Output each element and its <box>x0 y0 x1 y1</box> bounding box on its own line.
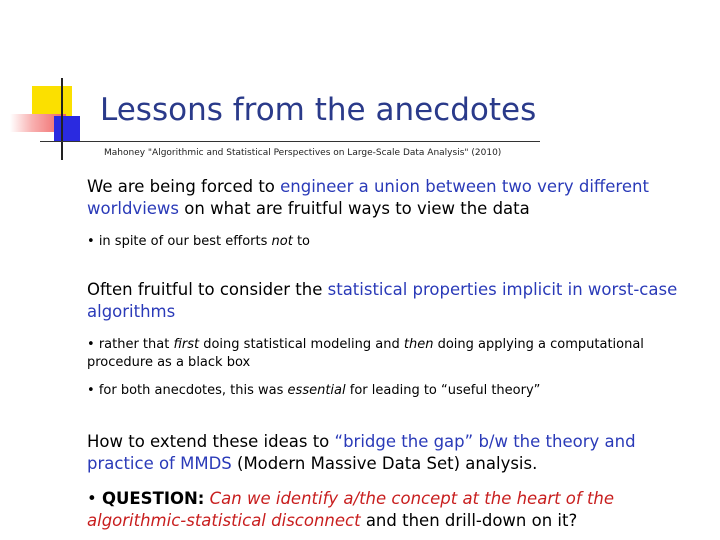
bullet-anecdotes <box>87 382 697 400</box>
question-text: Can we identify a/the concept at the heart of the algorithmic-statistical disconnect <box>87 489 615 530</box>
text: doing applying a computational procedure as a black box <box>87 337 644 370</box>
question-label: QUESTION: <box>101 489 205 508</box>
bullet-marker: • <box>87 337 99 352</box>
highlight-text: engineer a union between two very different worldviews <box>87 177 649 218</box>
highlight-text: statistical properties implicit in worst-case algorithms <box>87 280 678 321</box>
text: and then drill-down on it? <box>360 511 578 530</box>
text: How to extend these ideas to <box>87 432 335 451</box>
bullet-efforts <box>87 233 697 251</box>
bullet-question <box>87 488 697 532</box>
bullet-marker: • <box>87 383 99 398</box>
emphasis-text: essential <box>287 383 346 398</box>
paragraph-statistical-properties <box>87 279 707 323</box>
text: for both anecdotes, this was <box>98 383 288 398</box>
text: Often fruitful to consider the <box>87 280 328 299</box>
slide-title: Lessons from the anecdotes <box>100 92 537 128</box>
emphasis-text: not <box>271 234 293 249</box>
text: on what are fruitful ways to view the data <box>179 199 530 218</box>
title-underline <box>40 141 540 142</box>
bullet-marker: • <box>87 489 102 508</box>
text: for leading to “useful theory” <box>345 383 541 398</box>
text: We are being forced to <box>87 177 281 196</box>
paragraph-worldviews <box>87 176 707 220</box>
paragraph-bridge-gap <box>87 431 707 475</box>
text: to <box>292 234 310 249</box>
bullet-modeling <box>87 336 697 372</box>
text: in spite of our best efforts <box>98 234 272 249</box>
decor-vertical-line <box>61 78 63 160</box>
highlight-text: “bridge the gap” b/w the theory and practice of MMDS <box>87 432 636 473</box>
bullet-marker: • <box>87 234 99 249</box>
text: rather that <box>98 337 174 352</box>
emphasis-text: then <box>403 337 434 352</box>
emphasis-text: first <box>173 337 200 352</box>
slide-citation: Mahoney "Algorithmic and Statistical Perspectives on Large-Scale Data Analysis" (2010) <box>104 148 502 158</box>
text: (Modern Massive Data Set) analysis. <box>231 454 538 473</box>
decor-blue-square <box>54 116 80 142</box>
text: doing statistical modeling and <box>199 337 404 352</box>
